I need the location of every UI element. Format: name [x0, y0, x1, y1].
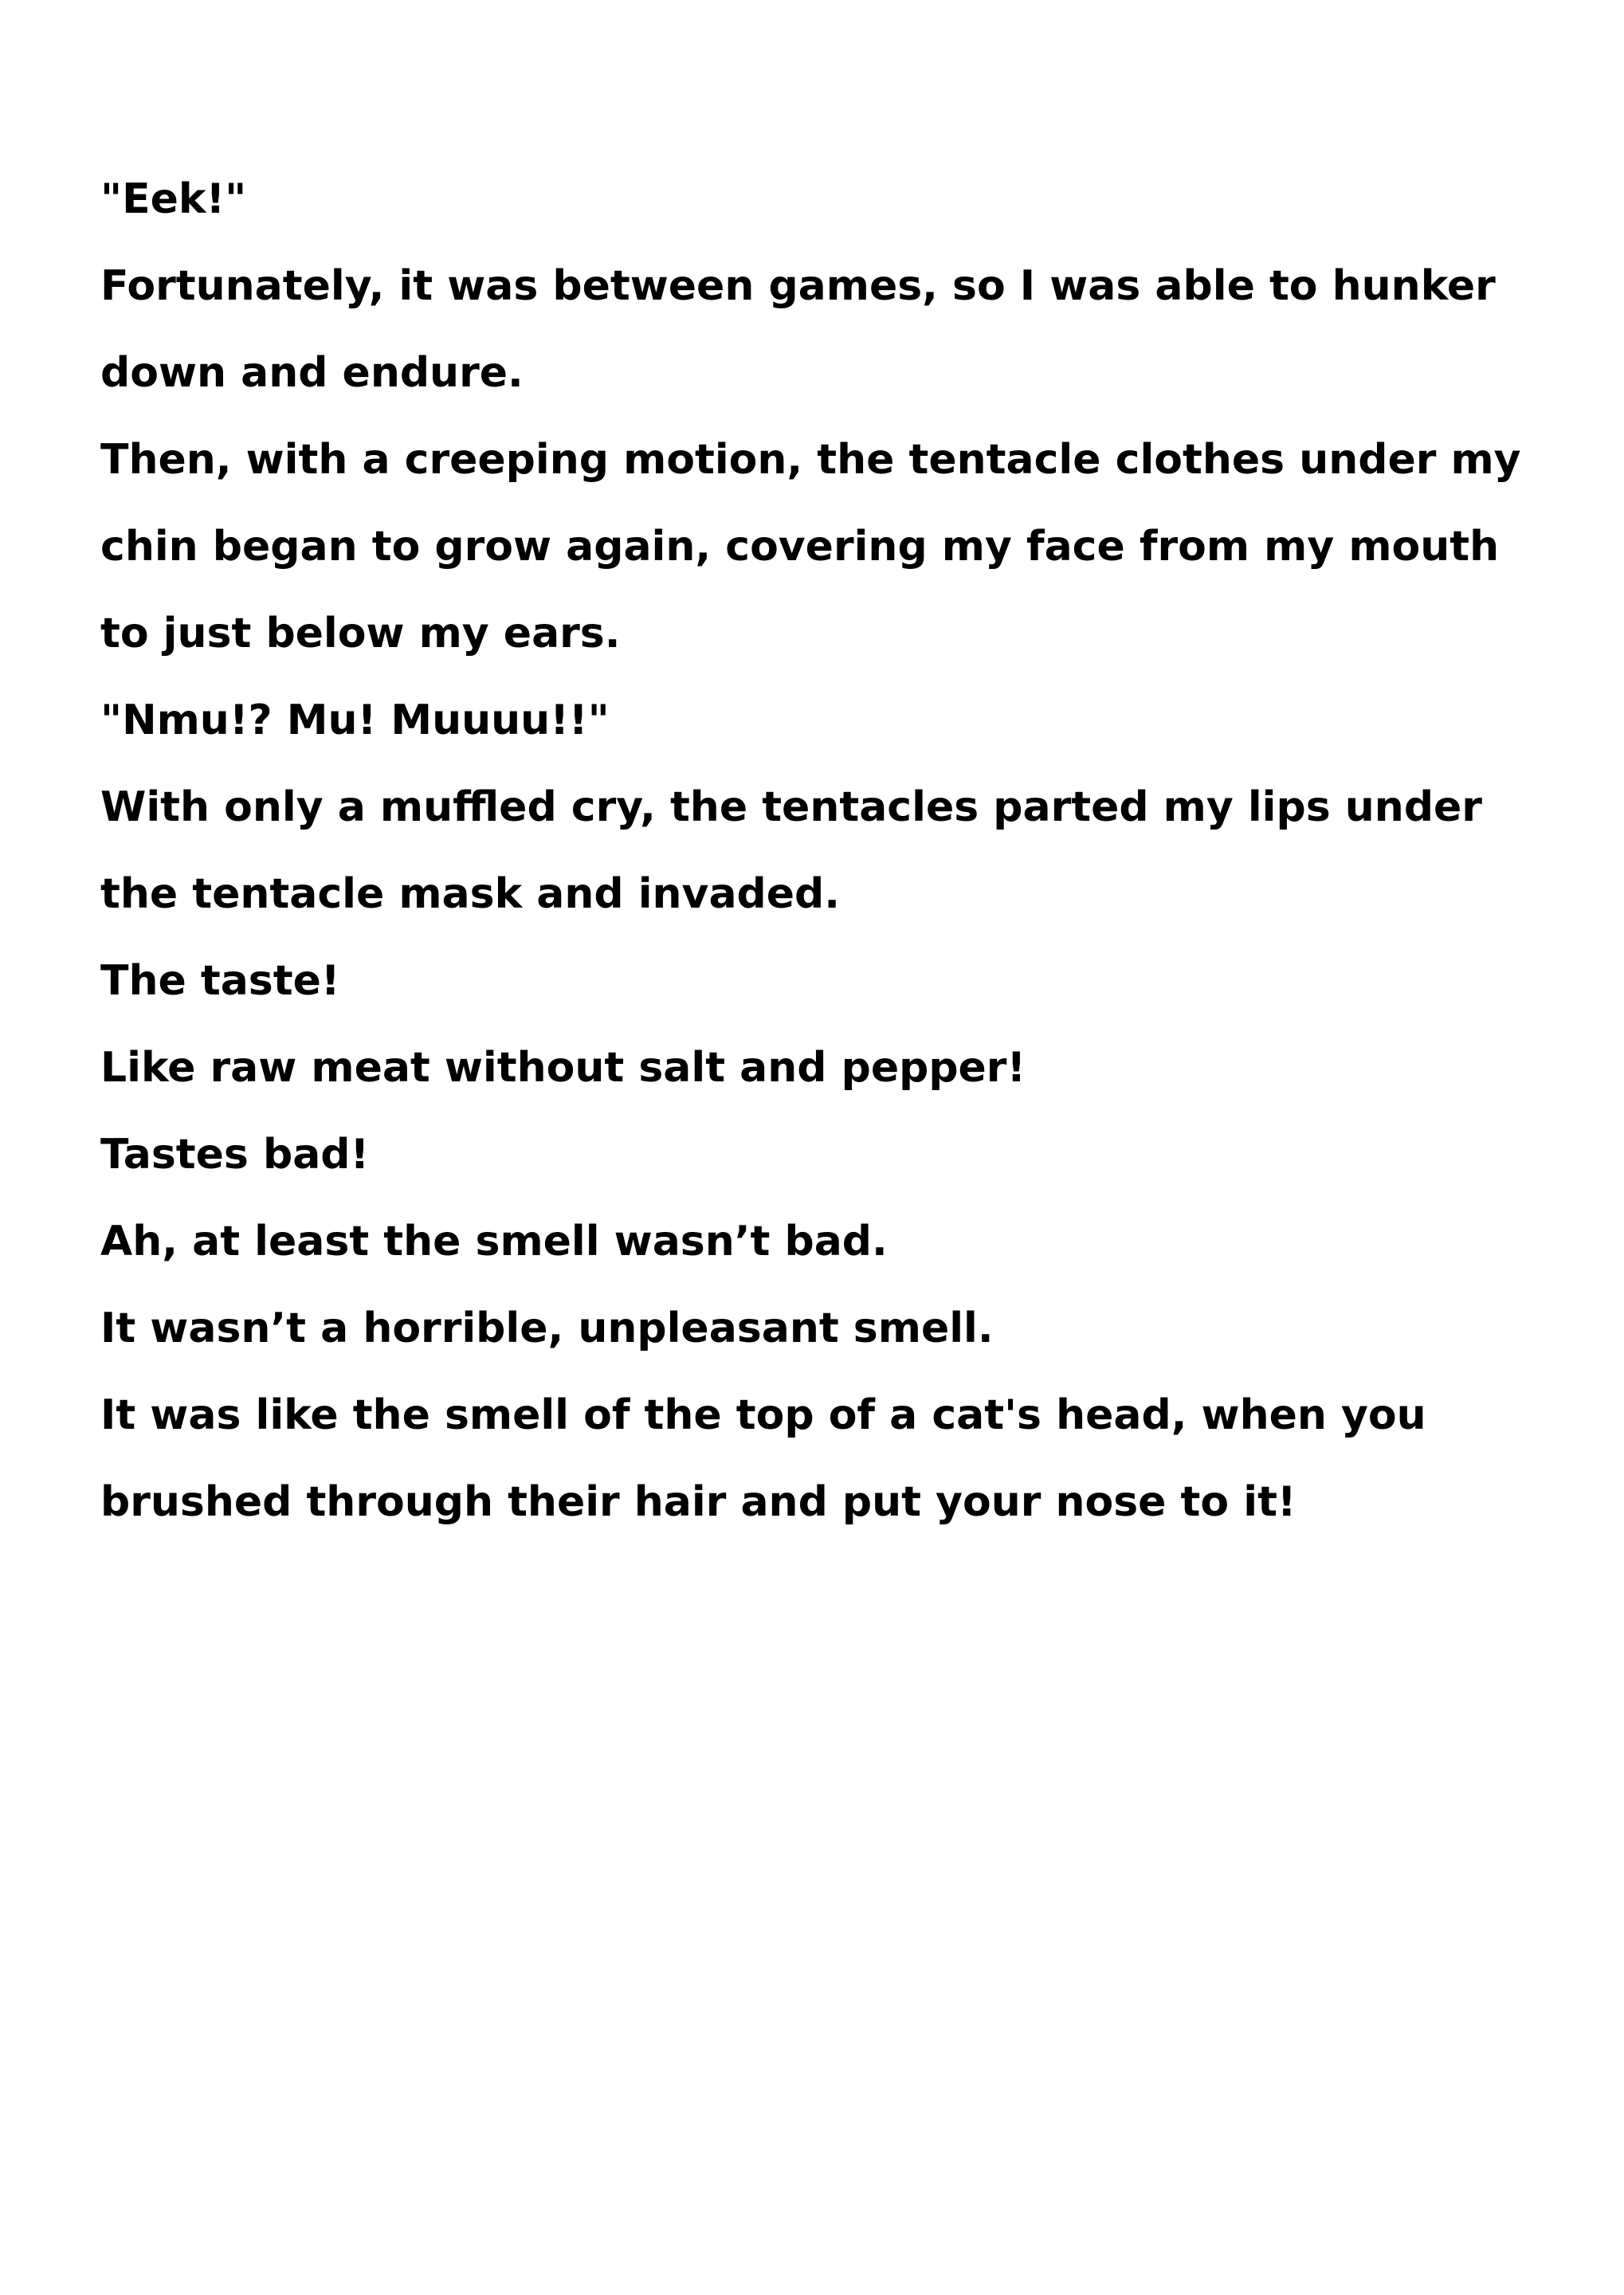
document-body	[100, 156, 1535, 1546]
paragraph: The taste!	[100, 957, 340, 1005]
paragraph: With only a muffled cry, the tentacles parted my lips under the tentacle mask and invaded.	[100, 783, 1482, 918]
paragraph: Tastes bad!	[100, 1131, 370, 1179]
paragraph: Fortunately, it was between games, so I was able to hunker down and endure.	[100, 262, 1496, 397]
paragraph: Ah, at least the smell wasn’t bad.	[100, 1218, 888, 1265]
paragraph: It was like the smell of the top of a cat's head, when you brushed through their hair and put your nose to it!	[100, 1391, 1426, 1526]
paragraph: Like raw meat without salt and pepper!	[100, 1044, 1026, 1092]
paragraph: "Eek!"	[100, 175, 247, 223]
paragraph: "Nmu!? Mu! Muuuu!!"	[100, 696, 610, 744]
paragraph: It wasn’t a horrible, unpleasant smell.	[100, 1304, 994, 1352]
paragraph: Then, with a creeping motion, the tentacle clothes under my chin began to grow again, covering my face from my mouth to just below my ears.	[100, 436, 1521, 657]
